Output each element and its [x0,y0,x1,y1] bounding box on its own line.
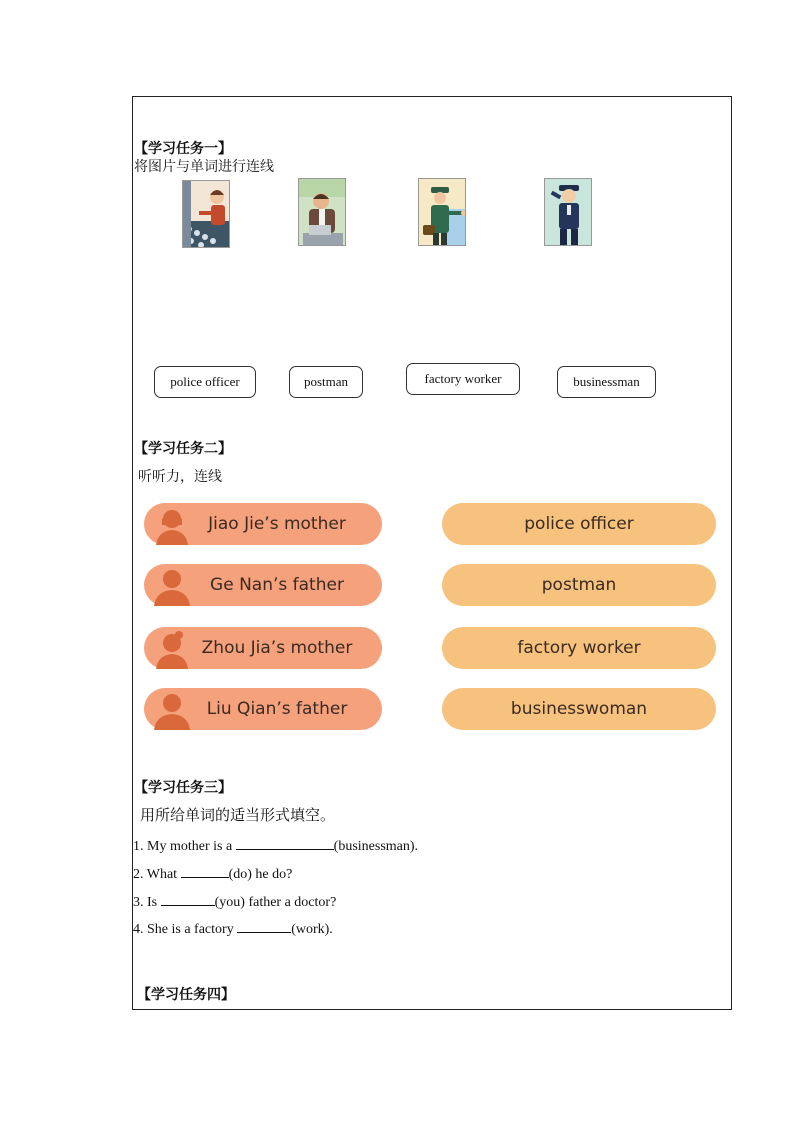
person-pill [144,503,382,545]
person-pill [144,564,382,606]
female-silhouette-icon [148,503,192,545]
male-silhouette-icon [148,564,192,606]
job-pill: factory worker [442,627,716,669]
question-3 [133,893,336,911]
person-pill [144,627,382,669]
person-name: Jiao Jie’s mother [208,514,346,534]
question-hint: (businessman). [333,839,419,854]
answer-blank[interactable] [236,837,334,850]
question-text: 4. She is a factory [133,922,238,937]
task3-heading: 【学习任务三】 [134,780,232,796]
task2-heading: 【学习任务二】 [134,441,232,457]
person-name: Ge Nan’s father [210,575,344,595]
postman-picture [418,178,466,246]
businessman-picture [298,178,346,246]
person-name: Zhou Jia’s mother [201,638,353,658]
question-text: 2. What [133,867,181,882]
job-pill: postman [442,564,716,606]
task1-heading: 【学习任务一】 [134,141,232,157]
job-pill: businesswoman [442,688,716,730]
task4-heading: 【学习任务四】 [137,987,235,1003]
question-text: 3. Is [133,895,161,910]
question-4 [133,920,333,938]
answer-blank[interactable] [237,920,291,933]
question-hint: (you) father a doctor? [214,895,337,910]
person-name: Liu Qian’s father [206,699,348,719]
word-box-businessman: businessman [557,366,656,398]
question-hint: (do) he do? [228,867,293,882]
answer-blank[interactable] [181,865,229,878]
female-silhouette-icon [148,627,192,669]
task1-instruction: 将图片与单词进行连线 [134,159,274,175]
factory-worker-picture [182,180,230,248]
question-text: 1. My mother is a [133,839,236,854]
task3-instruction: 用所给单词的适当形式填空。 [140,806,336,824]
person-pill [144,688,382,730]
question-hint: (work). [291,922,333,937]
job-pill: police officer [442,503,716,545]
male-silhouette-icon [148,688,192,730]
word-box-postman: postman [289,366,363,398]
word-box-factory-worker: factory worker [406,363,520,395]
question-1 [133,837,418,855]
question-2 [133,865,292,883]
task2-instruction: 听听力，连线 [138,469,222,485]
word-box-police-officer: police officer [154,366,256,398]
police-officer-picture [544,178,592,246]
answer-blank[interactable] [161,893,215,906]
